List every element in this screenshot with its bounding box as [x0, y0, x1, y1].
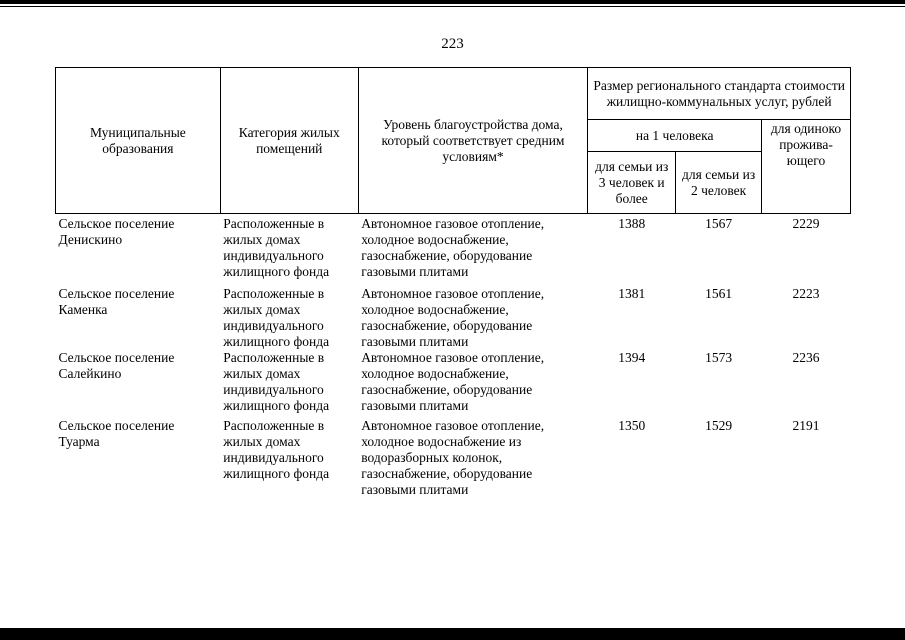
cell-single: 2229 — [792, 216, 820, 231]
header-per-person: на 1 человека — [588, 120, 762, 152]
header-family2: для семьи из 2 человек — [676, 152, 762, 214]
cell-family3: 1388 — [618, 216, 646, 231]
header-single: для одиноко прожива-ющего — [762, 120, 851, 214]
cell-municipality: Сельское поселение Денискино — [58, 216, 175, 247]
table-row — [56, 350, 851, 418]
cell-single: 2191 — [792, 418, 820, 433]
header-municipality: Муниципальные образования — [56, 68, 221, 214]
header-category: Категория жилых помещений — [220, 68, 358, 214]
cell-category: Расположенные в жилых домах индивидуального жилищного фонда — [223, 350, 330, 413]
cell-family3: 1381 — [618, 286, 646, 301]
cell-category: Расположенные в жилых домах индивидуального жилищного фонда — [223, 418, 330, 481]
cell-category: Расположенные в жилых домах индивидуального жилищного фонда — [223, 286, 330, 349]
table-row — [56, 214, 851, 287]
bottom-rule — [0, 628, 905, 640]
cell-level: Автономное газовое отопление, холодное водоснабжение, газоснабжение, оборудование газовыми плитами — [361, 216, 545, 279]
cell-family3: 1394 — [618, 350, 646, 365]
standards-table — [55, 67, 851, 500]
cell-level: Автономное газовое отопление, холодное водоснабжение, газоснабжение, оборудование газовыми плитами — [361, 350, 545, 413]
cell-family2: 1561 — [705, 286, 733, 301]
cell-municipality: Сельское поселение Туарма — [58, 418, 175, 449]
cell-family2: 1529 — [705, 418, 733, 433]
cell-category: Расположенные в жилых домах индивидуального жилищного фонда — [223, 216, 330, 279]
cell-municipality: Сельское поселение Каменка — [58, 286, 175, 317]
table-row — [56, 418, 851, 500]
header-level: Уровень благоустройства дома, который соответствует средним условиям* — [358, 68, 588, 214]
header-standard: Размер регионального стандарта стоимости жилищно-коммунальных услуг, рублей — [588, 68, 851, 120]
cell-level: Автономное газовое отопление, холодное водоснабжение из водоразборных колонок, газоснабжение, оборудование газовыми плитами — [361, 418, 545, 497]
cell-municipality: Сельское поселение Салейкино — [58, 350, 175, 381]
cell-family2: 1567 — [705, 216, 733, 231]
cell-family3: 1350 — [618, 418, 646, 433]
top-rule-thin — [0, 6, 905, 7]
cell-family2: 1573 — [705, 350, 733, 365]
cell-single: 2236 — [792, 350, 820, 365]
header-family3: для семьи из 3 человек и более — [588, 152, 676, 214]
cell-level: Автономное газовое отопление, холодное водоснабжение, газоснабжение, оборудование газовыми плитами — [361, 286, 545, 349]
cell-single: 2223 — [792, 286, 820, 301]
table-body — [56, 214, 851, 501]
table-header — [56, 68, 851, 214]
table-row — [56, 286, 851, 350]
page-number: 223 — [441, 36, 464, 52]
top-rule — [0, 0, 905, 4]
